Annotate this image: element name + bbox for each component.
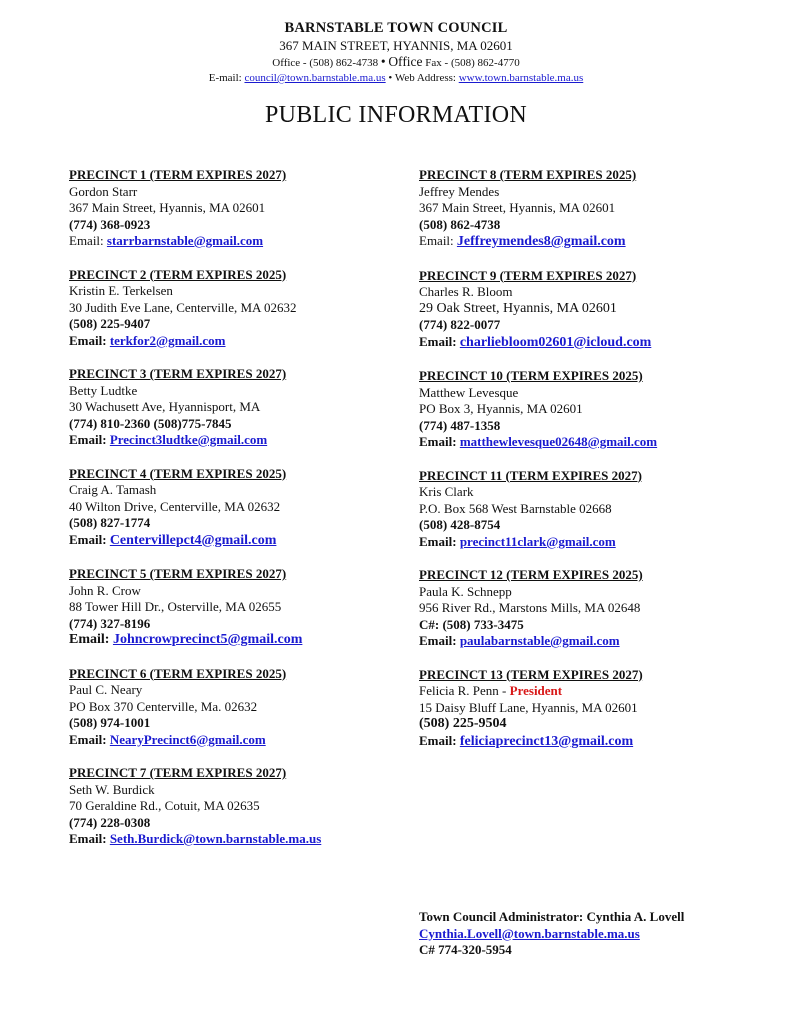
precinct-heading: PRECINCT 4 (TERM EXPIRES 2025) [69, 465, 287, 481]
office-phone: Office - (508) 862-4738 [272, 57, 379, 69]
councilor-address: 367 Main Street, Hyannis, MA 02601 [419, 200, 616, 215]
councilor-phone: (774) 327-8196 [69, 615, 151, 631]
precinct-10-entry [419, 368, 764, 451]
councilor-email-line [69, 532, 414, 550]
email-label: E-mail: [208, 72, 242, 84]
email-label: Email: [69, 432, 107, 447]
email-label: Email: [419, 333, 457, 349]
councilor-address: 40 Wilton Drive, Centerville, MA 02632 [69, 498, 281, 514]
email-label: Email: [69, 632, 110, 647]
councilor-email-link[interactable]: Precinct3ludtke@gmail.com [109, 432, 268, 447]
councilor-email-link[interactable]: charliebloom02601@icloud.com [459, 334, 652, 350]
precinct-heading: PRECINCT 12 (TERM EXPIRES 2025) [419, 567, 643, 582]
councilor-name: Kris Clark [419, 484, 474, 499]
councilor-name: Felicia R. Penn - [419, 683, 507, 698]
email-label: Email: [69, 233, 104, 248]
left-column [69, 167, 414, 865]
web-label: Web Address: [394, 72, 456, 84]
councilor-email-link[interactable]: NearyPrecinct6@gmail.com [109, 731, 266, 747]
precinct-heading: PRECINCT 13 (TERM EXPIRES 2027) [419, 666, 643, 682]
councilor-email-line [419, 334, 764, 352]
councilor-name: Paula K. Schnepp [419, 583, 512, 599]
councilor-phone: (508) 428-8754 [419, 517, 501, 532]
councilor-phone: (508) 827-1774 [69, 515, 151, 530]
councilor-email-line [419, 733, 764, 751]
precinct-3-entry [69, 366, 414, 449]
bullet-separator: • [380, 54, 386, 69]
email-label: Email: [69, 531, 107, 547]
precinct-4-entry [69, 466, 414, 550]
councilor-email-link[interactable]: Centervillepct4@gmail.com [109, 532, 277, 548]
councilor-name: John R. Crow [69, 582, 141, 598]
councilor-email-link[interactable]: terkfor2@gmail.com [109, 332, 226, 348]
councilor-email-link[interactable]: Johncrowprecinct5@gmail.com [112, 632, 303, 647]
councilor-email-link[interactable]: starrbarnstable@gmail.com [106, 233, 264, 248]
councilor-phone: (774) 368-0923 [69, 216, 151, 232]
councilor-name: Matthew Levesque [419, 384, 519, 400]
councilor-address: 15 Daisy Bluff Lane, Hyannis, MA 02601 [419, 699, 638, 715]
councilor-name: Gordon Starr [69, 183, 138, 199]
fax-label-big: Office [388, 54, 423, 69]
councilor-address: 30 Judith Eve Lane, Centerville, MA 02632 [69, 299, 297, 315]
precinct-2-entry [69, 267, 414, 350]
councilor-email-link[interactable]: Seth.Burdick@town.barnstable.ma.us [109, 831, 322, 846]
councilor-name: Betty Ludtke [69, 382, 138, 398]
email-label: Email: [419, 233, 454, 248]
councilor-phone: (774) 822-0077 [419, 317, 501, 332]
council-web-link[interactable]: www.town.barnstable.ma.us [458, 72, 584, 84]
councilor-address: PO Box 370 Centerville, Ma. 02632 [69, 698, 258, 714]
councilor-email-line [419, 633, 764, 650]
councilor-name: Seth W. Burdick [69, 781, 155, 797]
email-label: Email: [69, 831, 107, 846]
councilor-name: Craig A. Tamash [69, 482, 157, 497]
precinct-13-entry [419, 667, 764, 751]
precinct-5-entry [69, 566, 414, 649]
administrator-email-link[interactable]: Cynthia.Lovell@town.barnstable.ma.us [419, 925, 640, 941]
councilor-address: 88 Tower Hill Dr., Osterville, MA 02655 [69, 599, 282, 614]
precinct-heading: PRECINCT 2 (TERM EXPIRES 2025) [69, 266, 287, 282]
council-title: BARNSTABLE TOWN COUNCIL [284, 20, 508, 36]
precinct-heading: PRECINCT 10 (TERM EXPIRES 2025) [419, 368, 643, 383]
precinct-9-entry [419, 268, 764, 352]
precinct-8-entry [419, 167, 764, 251]
councilor-email-link[interactable]: matthewlevesque02648@gmail.com [459, 434, 658, 449]
councilor-email-line [69, 233, 414, 250]
precinct-heading: PRECINCT 11 (TERM EXPIRES 2027) [419, 467, 642, 483]
councilor-phone: (508) 862-4738 [419, 216, 501, 232]
councilor-phone: (508) 225-9504 [419, 716, 507, 731]
precinct-heading: PRECINCT 9 (TERM EXPIRES 2027) [419, 267, 637, 283]
precinct-heading: PRECINCT 3 (TERM EXPIRES 2027) [69, 366, 287, 381]
councilor-email-link[interactable]: Jeffreymendes8@gmail.com [456, 234, 626, 249]
councilor-email-line [69, 732, 414, 749]
councilor-address: PO Box 3, Hyannis, MA 02601 [419, 401, 583, 416]
councilor-name: Charles R. Bloom [419, 284, 513, 299]
councilor-phone: C#: (508) 733-3475 [419, 616, 524, 632]
councilor-email-line [419, 233, 764, 251]
precinct-heading: PRECINCT 1 (TERM EXPIRES 2027) [69, 167, 287, 182]
councilor-address: 367 Main Street, Hyannis, MA 02601 [69, 200, 266, 215]
councilor-address: 30 Wachusett Ave, Hyannisport, MA [69, 399, 261, 414]
precinct-11-entry [419, 468, 764, 551]
letterhead [0, 20, 792, 85]
email-label: Email: [69, 731, 107, 747]
precinct-heading: PRECINCT 6 (TERM EXPIRES 2025) [69, 665, 287, 681]
precinct-1-entry [69, 167, 414, 250]
email-label: Email: [419, 533, 457, 549]
council-phones [0, 54, 792, 71]
administrator-title: Town Council Administrator: Cynthia A. Lovell [419, 909, 685, 924]
precinct-heading: PRECINCT 7 (TERM EXPIRES 2027) [69, 765, 287, 780]
bullet-separator-2: • [388, 72, 393, 84]
councilor-name: Jeffrey Mendes [419, 183, 500, 199]
councilor-email-link[interactable]: precinct11clark@gmail.com [459, 533, 616, 549]
councilor-email-link[interactable]: feliciaprecinct13@gmail.com [459, 733, 634, 749]
councilor-phone: (508) 974-1001 [69, 715, 151, 730]
email-label: Email: [69, 332, 107, 348]
councilor-name: Kristin E. Terkelsen [69, 283, 173, 298]
councilor-address: 29 Oak Street, Hyannis, MA 02601 [419, 300, 617, 316]
precinct-7-entry [69, 765, 414, 848]
councilor-email-line [69, 333, 414, 350]
councilor-email-line [69, 432, 414, 449]
councilor-address: 956 River Rd., Marstons Mills, MA 02648 [419, 600, 641, 615]
email-label: Email: [419, 633, 457, 648]
councilor-email-link[interactable]: paulabarnstable@gmail.com [459, 633, 620, 648]
precinct-6-entry [69, 666, 414, 749]
council-email-link[interactable]: council@town.barnstable.ma.us [244, 72, 386, 84]
precinct-12-entry [419, 567, 764, 650]
council-web [0, 71, 792, 85]
councilor-phone: (508) 225-9407 [69, 316, 151, 331]
president-badge: President [509, 683, 563, 698]
councilor-name: Paul C. Neary [69, 682, 143, 697]
councilor-email-line [419, 534, 764, 551]
email-label: Email: [419, 434, 457, 449]
councilor-address: 70 Geraldine Rd., Cotuit, MA 02635 [69, 798, 260, 813]
fax-phone: Fax - (508) 862-4770 [425, 57, 520, 69]
councilor-phone: (774) 228-0308 [69, 814, 151, 830]
council-address: 367 MAIN STREET, HYANNIS, MA 02601 [279, 38, 513, 53]
email-label: Email: [419, 732, 457, 748]
councilor-email-line [69, 632, 414, 649]
precinct-heading: PRECINCT 8 (TERM EXPIRES 2025) [419, 167, 637, 182]
administrator-phone: C# 774-320-5954 [419, 942, 512, 957]
councilor-address: P.O. Box 568 West Barnstable 02668 [419, 500, 612, 516]
councilor-email-line [69, 831, 414, 848]
councilor-name-line [419, 683, 764, 700]
councilor-phone: (774) 810-2360 (508)775-7845 [69, 415, 232, 431]
councilor-email-line [419, 434, 764, 451]
precinct-heading: PRECINCT 5 (TERM EXPIRES 2027) [69, 566, 287, 581]
administrator-block [419, 909, 759, 959]
page-title: PUBLIC INFORMATION [264, 102, 528, 128]
right-column [419, 167, 764, 767]
councilor-phone: (774) 487-1358 [419, 417, 501, 433]
